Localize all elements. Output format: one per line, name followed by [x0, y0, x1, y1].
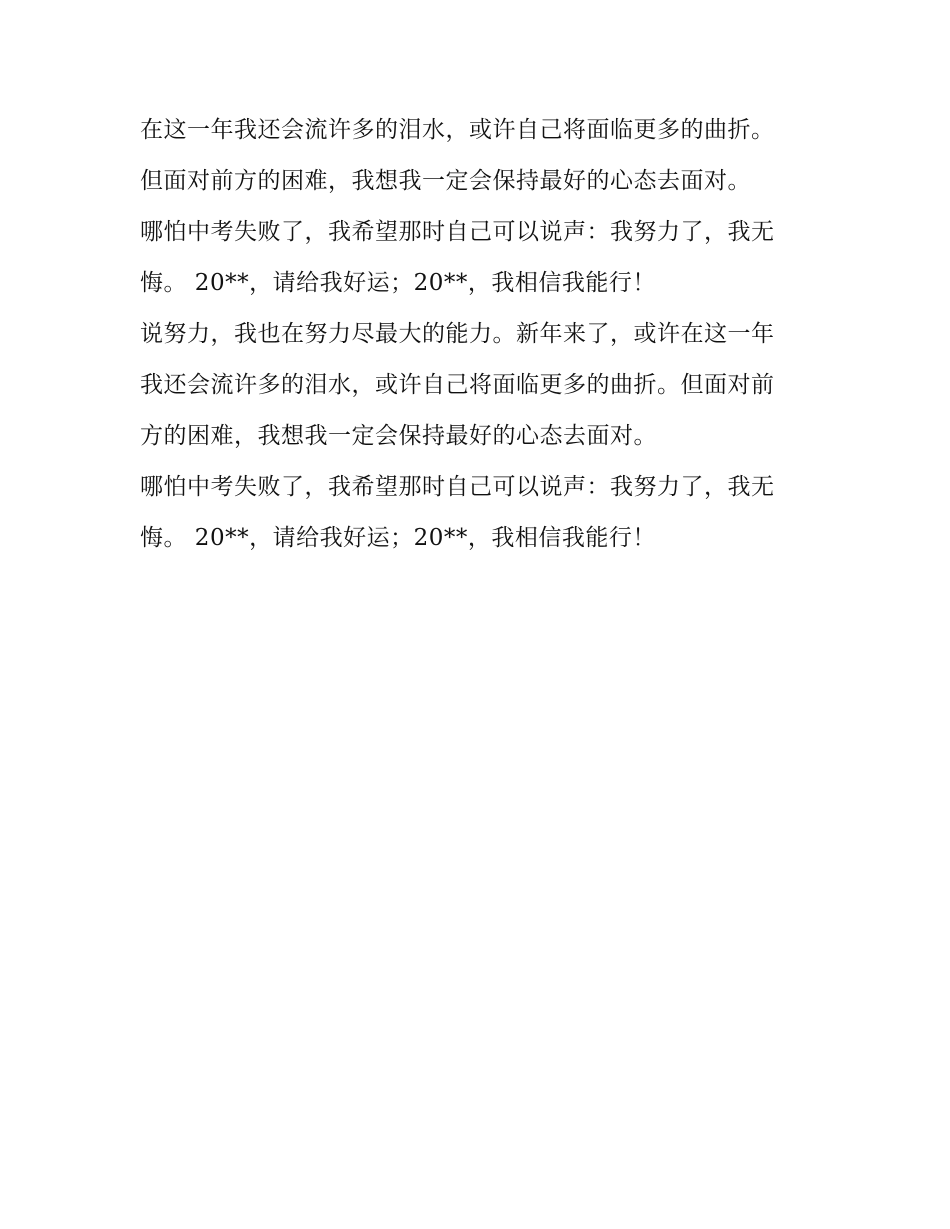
text-line: 悔。 20**，请给我好运；20**，我相信我能行！ [140, 525, 656, 551]
body-text [140, 108, 820, 567]
text-line: 说努力，我也在努力尽最大的能力。新年来了，或许在这一年 [140, 321, 775, 347]
text-line: 我还会流许多的泪水，或许自己将面临更多的曲折。但面对前 [140, 372, 775, 398]
text-line: 哪怕中考失败了，我希望那时自己可以说声：我努力了，我无 [140, 474, 775, 500]
text-line: 哪怕中考失败了，我希望那时自己可以说声：我努力了，我无 [140, 219, 775, 245]
text-line: 但面对前方的困难，我想我一定会保持最好的心态去面对。 [140, 168, 751, 194]
text-line: 在这一年我还会流许多的泪水，或许自己将面临更多的曲折。 [140, 117, 775, 143]
text-line: 悔。 20**，请给我好运；20**，我相信我能行！ [140, 270, 656, 296]
text-line: 方的困难，我想我一定会保持最好的心态去面对。 [140, 423, 657, 449]
